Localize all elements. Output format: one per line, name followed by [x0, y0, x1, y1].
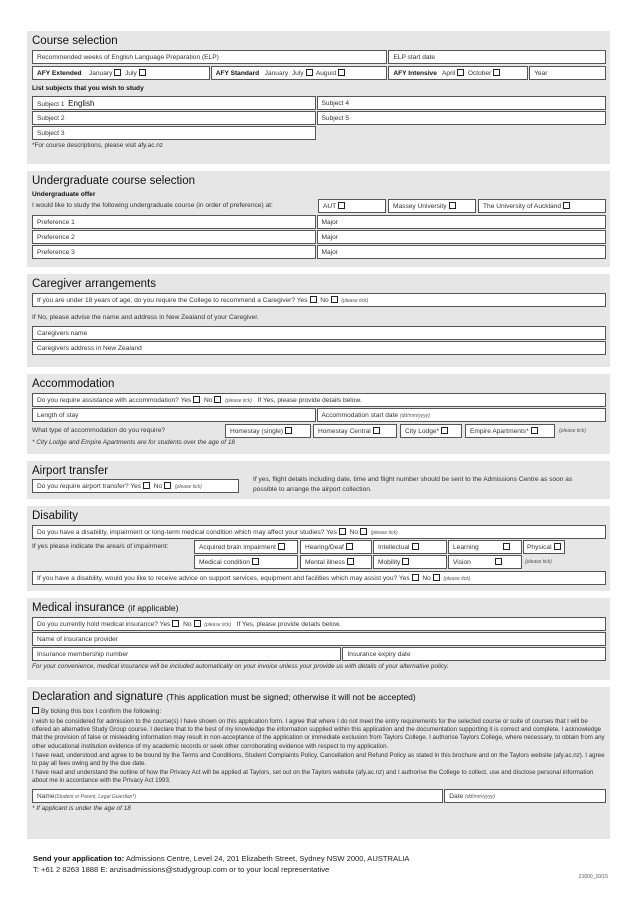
afy-intensive-april-checkbox[interactable] [457, 69, 464, 76]
medical-title: Medical insurance (if applicable) [32, 602, 179, 614]
accommodation-type-question: What type of accommodation do you require? [32, 427, 166, 434]
homestay-central-option: Homestay Central [313, 424, 397, 438]
elp-weeks-field[interactable]: Recommended weeks of English Language Preparation (ELP) [32, 50, 387, 64]
accommodation-section [27, 374, 610, 454]
disability-section [27, 506, 610, 591]
mobility-option: Mobility [373, 555, 447, 569]
advice-no-checkbox[interactable] [433, 574, 440, 581]
afy-standard-field: AFY Standard January July August [211, 66, 388, 80]
airport-yes-checkbox[interactable] [143, 482, 150, 489]
subject-5-field[interactable]: Subject 5 [317, 111, 607, 125]
massey-checkbox[interactable] [449, 202, 456, 209]
homestay-single-checkbox[interactable] [285, 427, 292, 434]
medical-question-field: Do you currently hold medical insurance? Yes No (please tick) If Yes, please provide details below. [32, 617, 606, 631]
afy-standard-july-checkbox[interactable] [306, 69, 313, 76]
declaration-title: Declaration and signature (This application must be signed; otherwise it will not be accepted) [32, 691, 416, 703]
acquired-option: Acquired brain impairment [194, 540, 298, 554]
afy-extended-july-checkbox[interactable] [139, 69, 146, 76]
caregiver-address-field[interactable]: Caregivers address in New Zealand [32, 341, 606, 355]
afy-intensive-october-checkbox[interactable] [493, 69, 500, 76]
insurance-expiry-field[interactable]: Insurance expiry date [342, 647, 606, 661]
major-2-field[interactable]: Major [317, 230, 607, 244]
auckland-checkbox[interactable] [563, 202, 570, 209]
hearing-checkbox[interactable] [346, 543, 353, 550]
caregiver-if-no: If No, please advise the name and address in New Zealand of your Caregiver. [32, 314, 259, 321]
subject-1-value: English [68, 99, 95, 108]
year-field[interactable]: Year [529, 66, 606, 80]
medical-condition-checkbox[interactable] [252, 558, 259, 565]
aut-checkbox[interactable] [338, 202, 345, 209]
declaration-paragraph-1: I wish to be considered for admission to the course(s) I have shown on this application form. I agree that where I do not meet the entry requirements for the selected course or suite of courses that I will be offered an alternative Study Group course. I declare that to the best of my knowledge the information supplied within this application and the documentation supporting it is correct and complete. I acknowledge that the provision of false or misleading information may result in non-acceptance of the application or immediate exclusion from Taylors College. I authorise Taylors College, where necessary, to obtain from any other educational institution evidence of my academic records or seek other corroborating evidence with respect to my application. [32, 718, 605, 750]
physical-checkbox[interactable] [554, 543, 561, 550]
accommodation-no-checkbox[interactable] [214, 396, 221, 403]
airport-title: Airport transfer [32, 465, 109, 477]
footer-send: Send your application to: Admissions Centre, Level 24, 201 Elizabeth Street, Sydney NSW 2000, AUSTRALIA [33, 854, 410, 863]
disability-advice-field: If you have a disability, would you like to receive advice on support services, equipment and facilities which may assist you? Yes No (please tick) [32, 571, 606, 585]
afy-extended-field: AFY Extended January July [32, 66, 210, 80]
major-1-field[interactable]: Major [317, 215, 607, 229]
medical-section [27, 598, 610, 680]
subject-2-field[interactable]: Subject 2 [32, 111, 316, 125]
impairment-areas-label: If yes please indicate the area/s of impairment: [32, 543, 169, 550]
disability-spacer [32, 555, 194, 569]
medical-condition-option: Medical condition [194, 555, 298, 569]
medical-yes-checkbox[interactable] [172, 620, 179, 627]
afy-standard-august-checkbox[interactable] [338, 69, 345, 76]
intellectual-option: Intellectual [373, 540, 447, 554]
course-selection-section [27, 31, 610, 164]
vision-option: Vision [448, 555, 522, 569]
accommodation-note: * City Lodge and Empire Apartments are for students over the age of 18 [32, 439, 235, 446]
homestay-single-option: Homestay (single) [225, 424, 311, 438]
accommodation-title: Accommodation [32, 378, 115, 390]
major-3-field[interactable]: Major [317, 245, 607, 259]
medical-note: For your convenience, medical insurance will be included automatically on your invoice unless your provide us with details of your alternative policy. [32, 663, 449, 670]
list-subjects-label: List subjects that you wish to study [32, 85, 144, 92]
declaration-section [27, 687, 610, 839]
mental-illness-checkbox[interactable] [347, 558, 354, 565]
undergraduate-offer-label: Undergraduate offer [32, 191, 96, 198]
subject-4-field[interactable]: Subject 4 [317, 96, 607, 110]
vision-checkbox[interactable] [495, 558, 502, 565]
preference-2-field[interactable]: Preference 2 [32, 230, 316, 244]
airport-section [27, 461, 610, 499]
accommodation-start-field[interactable]: Accommodation start date (dd/mm/yyyy) [317, 408, 607, 422]
afy-intensive-field: AFY Intensive April October [388, 66, 528, 80]
insurance-number-field[interactable]: Insurance membership number [32, 647, 341, 661]
course-selection-title: Course selection [32, 35, 118, 47]
airport-question-field: Do you require airport transfer? Yes No (please tick) [32, 479, 239, 493]
mobility-checkbox[interactable] [402, 558, 409, 565]
learning-checkbox[interactable] [503, 543, 510, 550]
homestay-central-checkbox[interactable] [373, 427, 380, 434]
subject-1-field[interactable]: Subject 1 English [32, 96, 316, 110]
learning-option: Learning [448, 540, 522, 554]
empire-apartments-option: Empire Apartments* [465, 424, 555, 438]
caregiver-yes-checkbox[interactable] [310, 296, 317, 303]
signature-date-field[interactable]: Date (dd/mm/yyyy) [444, 789, 606, 803]
accommodation-question-field: Do you require assistance with accommodation? Yes No (please tick) If Yes, please provide details below. [32, 393, 606, 407]
aut-option: AUT [318, 199, 386, 213]
afy-extended-january-checkbox[interactable] [114, 69, 121, 76]
auckland-option: The University of Auckland [478, 199, 606, 213]
city-lodge-option: City Lodge* [400, 424, 462, 438]
undergraduate-title: Undergraduate course selection [32, 175, 196, 187]
medical-no-checkbox[interactable] [194, 620, 201, 627]
caregiver-title: Caregiver arrangements [32, 278, 157, 290]
course-note: *For course descriptions, please visit afy.ac.nz [32, 142, 163, 149]
physical-option: Physical [523, 540, 565, 554]
footer-contact: T: +61 2 8263 1888 E: anzisadmissions@studygroup.com or to your local representative [33, 865, 330, 874]
airport-info: If yes, flight details including date, time and flight number should be sent to the Admissions Centre as soon as possible to arrange the airport collection. [253, 476, 573, 493]
declaration-paragraph-3: I have read and understand the outline of how the Privacy Act will be applied at Taylors, set out on the Taylors website (afy.ac.nz) and I authorise the College to collect, use and disclose personal information about me in accordance with the Privacy Act 1993. [32, 769, 594, 785]
declaration-confirm: By ticking this box I confirm the following: [32, 706, 606, 717]
mental-illness-option: Mental illness [300, 555, 372, 569]
caregiver-question-field: If you are under 18 years of age, do you require the College to recommend a Caregiver? Yes No (please tick) [32, 293, 606, 307]
preference-1-field[interactable]: Preference 1 [32, 215, 316, 229]
caregiver-name-field[interactable]: Caregivers name [32, 326, 606, 340]
disability-no-checkbox[interactable] [360, 528, 367, 535]
insurance-provider-field[interactable]: Name of insurance provider [32, 632, 606, 646]
hearing-option: Hearing/Deaf [300, 540, 372, 554]
disability-tick-hint: (please tick) [525, 559, 552, 565]
declaration-note: * If applicant is under the age of 18 [32, 804, 131, 812]
city-lodge-checkbox[interactable] [441, 427, 448, 434]
disability-question-field: Do you have a disability, impairment or long-term medical condition which may affect your studies? Yes No (please tick) [32, 525, 606, 539]
form-code: 21600_10/15 [578, 874, 608, 880]
advice-yes-checkbox[interactable] [412, 574, 419, 581]
caregiver-no-checkbox[interactable] [331, 296, 338, 303]
elp-start-field[interactable]: ELP start date [388, 50, 606, 64]
subject-3-field[interactable]: Subject 3 [32, 126, 316, 140]
declaration-checkbox[interactable] [32, 707, 39, 714]
intellectual-checkbox[interactable] [412, 543, 419, 550]
acquired-checkbox[interactable] [278, 543, 285, 550]
footer [33, 853, 613, 875]
accommodation-yes-checkbox[interactable] [193, 396, 200, 403]
signature-name-field[interactable]: Name(Student or Parent, Legal Guardian*) [32, 789, 443, 803]
accommodation-tick-hint: (please tick) [559, 428, 586, 434]
undergraduate-section [27, 171, 610, 267]
preference-3-field[interactable]: Preference 3 [32, 245, 316, 259]
empire-apartments-checkbox[interactable] [531, 427, 538, 434]
disability-title: Disability [32, 510, 79, 522]
massey-option: Massey University [388, 199, 476, 213]
length-of-stay-field[interactable]: Length of stay [32, 408, 316, 422]
airport-no-checkbox[interactable] [164, 482, 171, 489]
undergraduate-instruction: I would like to study the following undergraduate course (in order of preference) at: [32, 202, 273, 209]
declaration-paragraph-2: I have read, understood and agree to be bound by the Terms and Conditions, Student Complaints Policy, Cancellation and Refund Policy as stated in this brochure and on the Taylors website (afy.ac.nz). I agree to pay all fees owing and by the due date. [32, 751, 605, 768]
disability-yes-checkbox[interactable] [339, 528, 346, 535]
caregiver-section [27, 274, 610, 367]
